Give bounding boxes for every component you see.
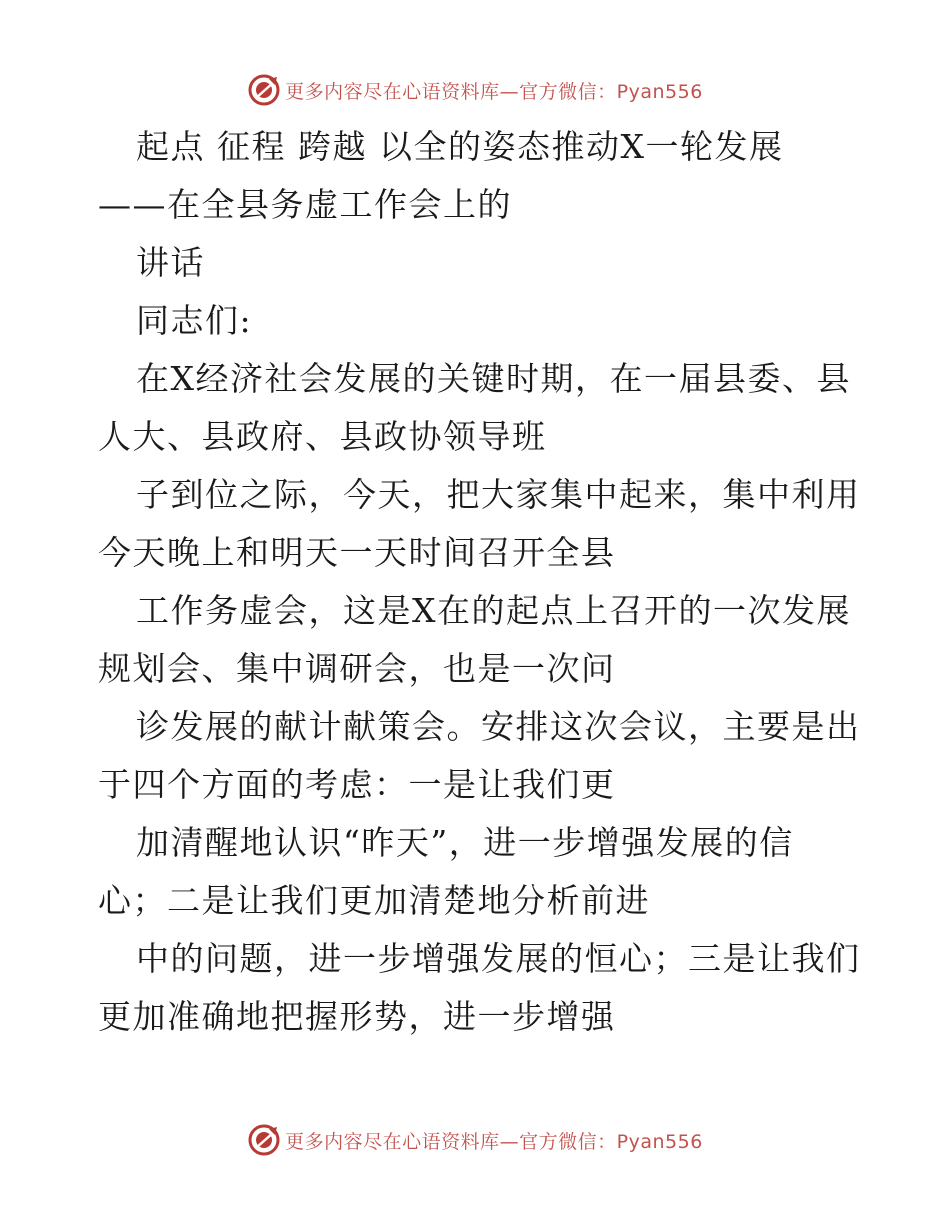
document-subtitle: ——在全县务虚工作会上的 <box>98 185 512 224</box>
paragraph-line: 心；二是让我们更加清楚地分析前进 <box>98 881 650 920</box>
watermark-text: 更多内容尽在心语资料库—官方微信：Pyan556 <box>285 1130 703 1153</box>
header-watermark <box>0 70 950 110</box>
paragraph-line: 诊发展的献计献策会。安排这次会议，主要是出 <box>136 707 861 746</box>
paragraph-line: 规划会、集中调研会，也是一次问 <box>98 649 616 688</box>
paragraph-line: 更加准确地把握形势，进一步增强 <box>98 997 616 1036</box>
paragraph-line: 加清醒地认识“昨天”，进一步增强发展的信 <box>136 823 794 862</box>
brand-logo-icon <box>247 73 281 107</box>
brand-logo-icon <box>247 1123 281 1157</box>
paragraph-line: 在X经济社会发展的关键时期，在一届县委、县 <box>136 359 851 398</box>
paragraph-line: 子到位之际，今天，把大家集中起来，集中利用 <box>136 475 861 514</box>
document-title: 起点 征程 跨越 以全的姿态推动X一轮发展 <box>136 127 784 166</box>
paragraph-line: 今天晚上和明天一天时间召开全县 <box>98 533 616 572</box>
salutation: 同志们: <box>136 301 253 340</box>
footer-watermark <box>0 1120 950 1160</box>
paragraph-line: 工作务虚会，这是X在的起点上召开的一次发展 <box>136 591 851 630</box>
document-body <box>98 118 861 1046</box>
paragraph-line: 中的问题，进一步增强发展的恒心；三是让我们 <box>136 939 861 978</box>
paragraph-line: 于四个方面的考虑：一是让我们更 <box>98 765 616 804</box>
paragraph-line: 人大、县政府、县政协领导班 <box>98 417 547 456</box>
document-subtitle-cont: 讲话 <box>136 243 205 282</box>
watermark-text: 更多内容尽在心语资料库—官方微信：Pyan556 <box>285 80 703 103</box>
